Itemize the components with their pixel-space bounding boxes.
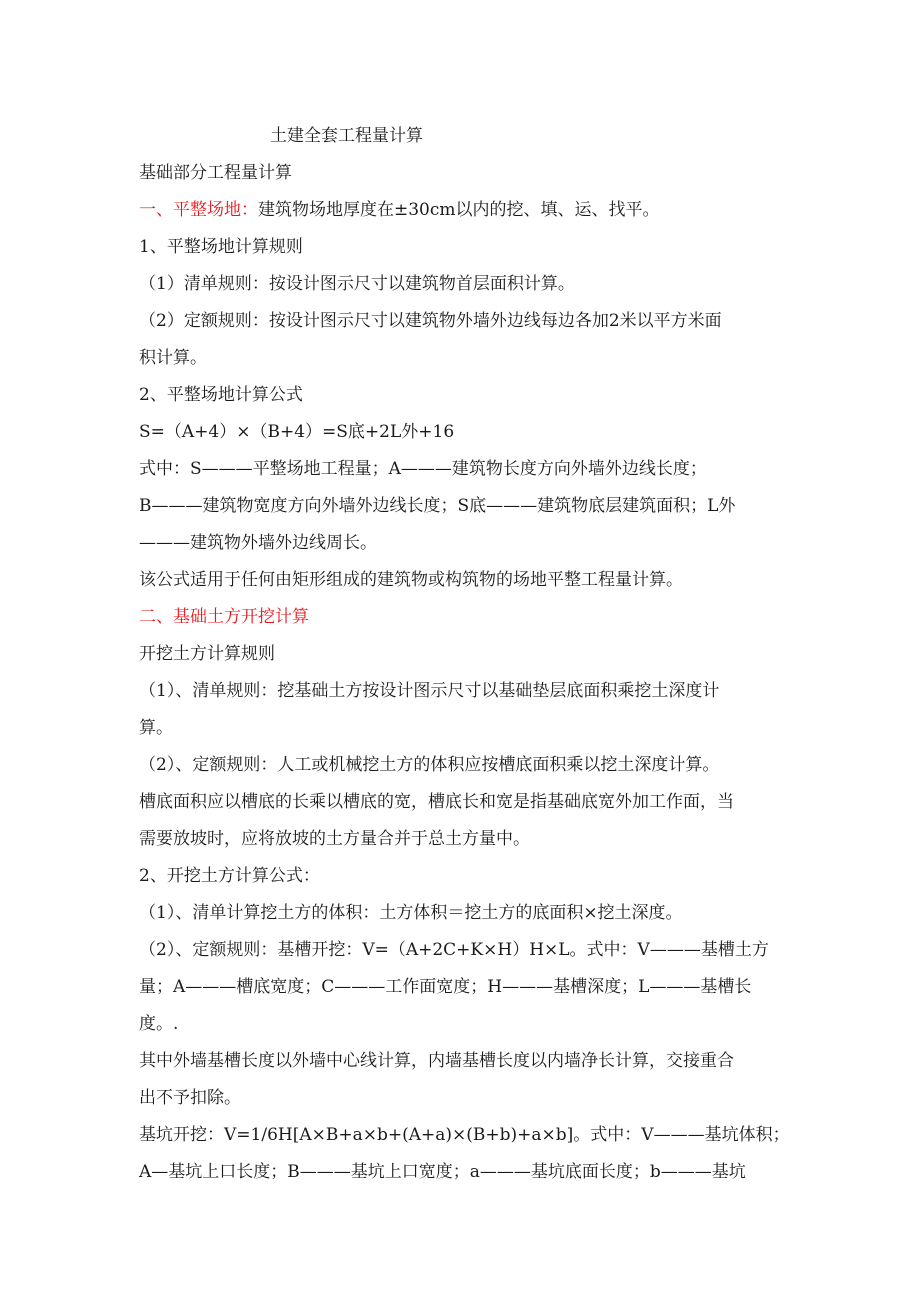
s2-formula2-line3: 度。.	[139, 1014, 179, 1034]
s1-rule2-line2: 积计算。	[139, 348, 207, 368]
s2-rule1-line1: （1）、清单规则：挖基础土方按设计图示尺寸以基础垫层底面积乘挖土深度计	[139, 681, 720, 701]
s2-note-line1: 其中外墙基槽长度以外墙中心线计算，内墙基槽长度以内墙净长计算，交接重合	[139, 1051, 734, 1071]
s1-rule1: （1）清单规则：按设计图示尺寸以建筑物首层面积计算。	[139, 274, 575, 294]
s2-formula2-line2: 量；A———槽底宽度；C———工作面宽度；H———基槽深度；L———基槽长	[139, 977, 752, 997]
section-heading: 基础部分工程量计算	[139, 163, 292, 183]
s1-heading-text: 建筑物场地厚度在±30cm以内的挖、填、运、找平。	[258, 200, 660, 220]
document-title: 土建全套工程量计算	[270, 126, 423, 146]
s2-formula-title: 2、开挖土方计算公式：	[139, 866, 320, 886]
s1-heading	[139, 192, 789, 229]
s1-note: 该公式适用于任何由矩形组成的建筑物或构筑物的场地平整工程量计算。	[139, 570, 683, 590]
s2-pit-line2: A—基坑上口长度；B———基坑上口宽度；a———基坑底面长度；b———基坑	[139, 1162, 746, 1182]
s1-rule-title: 1、平整场地计算规则	[139, 237, 303, 257]
s1-heading-label: 一、平整场地：	[139, 200, 258, 220]
s2-rule2-line3: 需要放坡时，应将放坡的土方量合并于总土方量中。	[139, 829, 530, 849]
s1-formula: S=（A+4）×（B+4）=S底+2L外+16	[139, 422, 455, 442]
s1-where-line1: 式中：S———平整场地工程量；A———建筑物长度方向外墙外边线长度；	[139, 459, 707, 479]
s2-rule-title: 开挖土方计算规则	[139, 644, 275, 664]
s2-formula2-line1: （2）、定额规则：基槽开挖：V=（A+2C+K×H）H×L。式中：V———基槽土方	[139, 940, 769, 960]
s1-formula-title: 2、平整场地计算公式	[139, 385, 303, 405]
s1-where-line3: ———建筑物外墙外边线周长。	[139, 533, 377, 553]
s2-formula1: （1）、清单计算挖土方的体积：土方体积＝挖土方的底面积×挖土深度。	[139, 903, 683, 923]
s2-pit-line1: 基坑开挖：V=1/6H[A×B+a×b+(A+a)×(B+b)+a×b]。式中：V———基坑体积；	[139, 1125, 790, 1145]
document-page	[139, 118, 789, 1191]
s2-rule2-line2: 槽底面积应以槽底的长乘以槽底的宽，槽底长和宽是指基础底宽外加工作面，当	[139, 792, 734, 812]
s2-heading: 二、基础土方开挖计算	[139, 607, 309, 627]
s1-where-line2: B———建筑物宽度方向外墙外边线长度；S底———建筑物底层建筑面积；L外	[139, 496, 736, 516]
s2-rule2-line1: （2）、定额规则：人工或机械挖土方的体积应按槽底面积乘以挖土深度计算。	[139, 755, 720, 775]
s2-note-line2: 出不予扣除。	[139, 1088, 241, 1108]
s2-rule1-line2: 算。	[139, 718, 173, 738]
s1-rule2-line1: （2）定额规则：按设计图示尺寸以建筑物外墙外边线每边各加2米以平方米面	[139, 311, 722, 331]
